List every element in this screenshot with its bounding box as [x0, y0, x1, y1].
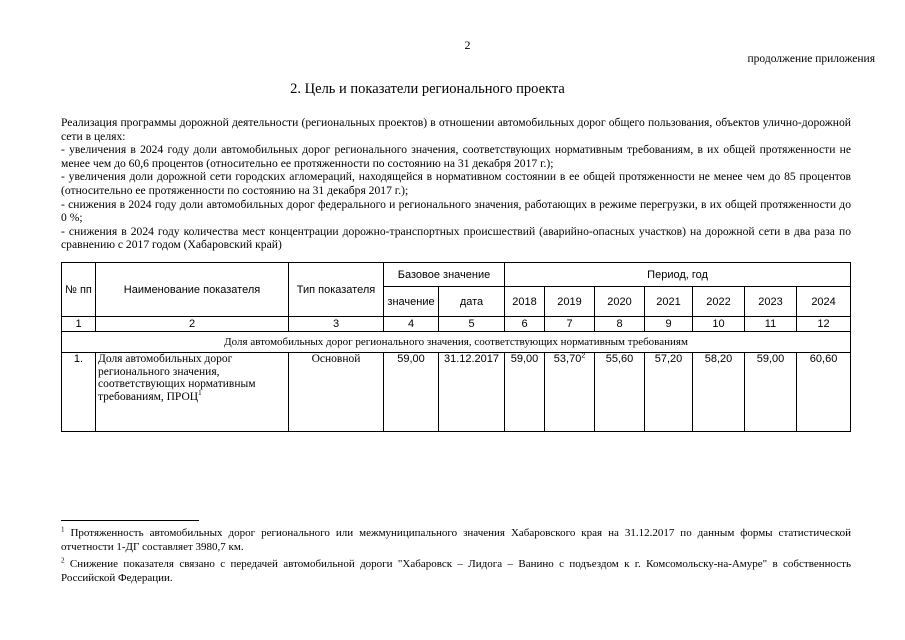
row-value-2019-text: 53,70	[553, 353, 582, 365]
header-base-date: дата	[439, 287, 505, 317]
column-index-row	[62, 317, 851, 332]
column-index: 9	[645, 317, 693, 332]
row-type: Основной	[289, 353, 384, 432]
column-index: 2	[96, 317, 289, 332]
footnote-ref-1: 1	[198, 388, 202, 397]
header-type: Тип показателя	[289, 263, 384, 317]
intro-item: - снижения в 2024 году количества мест концентрации дорожно-транспортных происшествий (аварийно-опасных участков) на дорожной сети в два раза по сравнению с 2017 годом (Хабаровский край)	[61, 224, 851, 252]
header-year: 2022	[693, 287, 745, 317]
column-index: 8	[595, 317, 645, 332]
row-num: 1.	[62, 353, 96, 432]
section-row-title: Доля автомобильных дорог регионального значения, соответствующих нормативным требованиям	[62, 332, 851, 353]
header-period: Период, год	[505, 263, 851, 287]
header-base-value: значение	[384, 287, 439, 317]
footnote-2	[61, 557, 851, 585]
row-base-date: 31.12.2017	[439, 353, 505, 432]
intro-text	[61, 116, 851, 252]
column-index: 5	[439, 317, 505, 332]
row-value-2020: 55,60	[595, 353, 645, 432]
row-value-2023: 59,00	[745, 353, 797, 432]
footnote-1	[61, 526, 851, 554]
column-index: 4	[384, 317, 439, 332]
row-value-2019	[545, 353, 595, 432]
footnote-mark: 1	[61, 525, 65, 534]
row-value-2018: 59,00	[505, 353, 545, 432]
footnote-text: Снижение показателя связано с передачей автомобильной дороги "Хабаровск – Лидога – Ванино с подъездом к г. Комсомольску-на-Амуре" в собственность Российской Федерации.	[61, 558, 851, 584]
row-base-value: 59,00	[384, 353, 439, 432]
section-title: 2. Цель и показатели регионального проекта	[290, 81, 565, 97]
footnote-text: Протяженность автомобильных дорог регионального или межмуниципального значения Хабаровского края на 31.12.2017 по данным формы статистической отчетности 1-ДГ составляет 3980,7 км.	[61, 527, 851, 553]
header-base: Базовое значение	[384, 263, 505, 287]
footnote-divider	[61, 520, 199, 521]
footnote-ref-2: 2	[581, 352, 586, 360]
column-index: 10	[693, 317, 745, 332]
header-num: № пп	[62, 263, 96, 317]
intro-item: - снижения в 2024 году доли автомобильных дорог федерального и регионального значения, работающих в режиме перегрузки, в их общей протяженности до 0 %;	[61, 197, 851, 225]
indicators-table	[61, 262, 851, 432]
row-name	[96, 353, 289, 432]
header-year: 2018	[505, 287, 545, 317]
section-row	[62, 332, 851, 353]
intro-lead: Реализация программы дорожной деятельности (региональных проектов) в отношении автомобильных дорог общего пользования, объектов улично-дорожной сети в целях:	[61, 116, 851, 143]
footnote-mark: 2	[61, 556, 65, 565]
header-year: 2021	[645, 287, 693, 317]
header-name: Наименование показателя	[96, 263, 289, 317]
row-value-2022: 58,20	[693, 353, 745, 432]
intro-item: - увеличения в 2024 году доли автомобильных дорог регионального значения, соответствующих нормативным требованиям, в их общей протяженности не менее чем до 60,6 процентов (относительно ее протяженности по состоянию на 31 декабря 2017 г.);	[61, 143, 851, 170]
column-index: 12	[797, 317, 851, 332]
page-number: 2	[464, 38, 471, 52]
header-year: 2019	[545, 287, 595, 317]
row-name-text: Доля автомобильных дорог регионального значения, соответствующих нормативным требованиям, ПРОЦ	[98, 353, 256, 403]
column-index: 3	[289, 317, 384, 332]
column-index: 7	[545, 317, 595, 332]
intro-item: - увеличения доли дорожной сети городских агломераций, находящейся в нормативном состоянии в ее общей протяженности не менее чем до 85 процентов (относительно ее протяженности по состоянию на 31 декабря 2017 г.);	[61, 170, 851, 197]
header-year: 2020	[595, 287, 645, 317]
column-index: 6	[505, 317, 545, 332]
table-row	[62, 353, 851, 432]
column-index: 1	[62, 317, 96, 332]
row-value-2024: 60,60	[797, 353, 851, 432]
header-year: 2023	[745, 287, 797, 317]
row-value-2021: 57,20	[645, 353, 693, 432]
header-year: 2024	[797, 287, 851, 317]
column-index: 11	[745, 317, 797, 332]
continuation-label: продолжение приложения	[747, 53, 875, 65]
